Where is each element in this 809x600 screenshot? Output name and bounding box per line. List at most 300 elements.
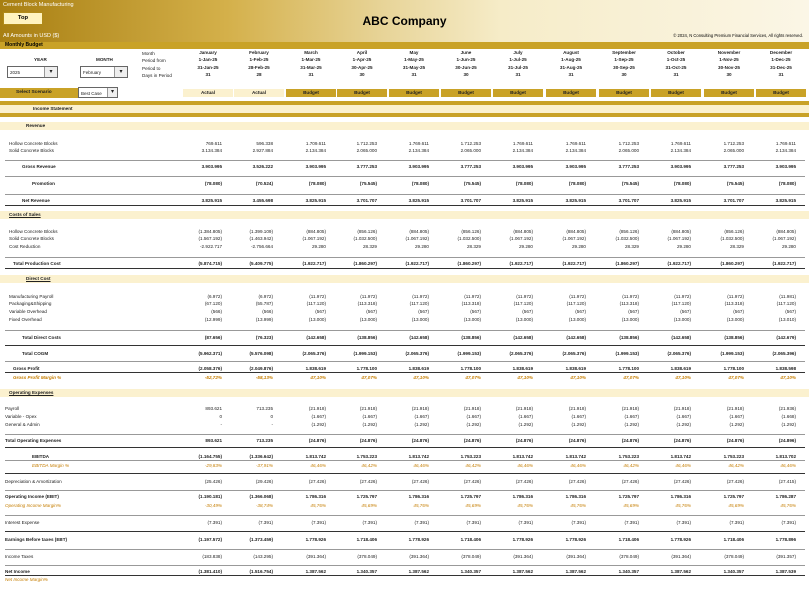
- month-header-days: 31: [515, 72, 521, 78]
- table-cell: (13.000): [411, 317, 429, 322]
- table-cell: 1.778.100: [460, 366, 481, 371]
- table-cell: 1.786.287: [775, 494, 796, 499]
- table-cell: (24.896): [778, 438, 796, 443]
- month-label: MONTH: [96, 57, 113, 62]
- chevron-down-icon[interactable]: ▾: [107, 88, 117, 97]
- table-cell: (1.999.153): [353, 351, 377, 356]
- row-divider: [5, 257, 805, 258]
- month-header-days: 28: [256, 72, 262, 78]
- month-header-from: 1-Jul-25: [509, 57, 527, 63]
- table-cell: 2.134.384: [565, 148, 586, 153]
- table-cell: 3.701.707: [460, 198, 481, 203]
- month-header-from: 1-Apr-25: [352, 57, 372, 63]
- table-cell: 1.725.797: [618, 494, 639, 499]
- table-cell: (13.000): [621, 317, 639, 322]
- header-period-from-label: Period from: [142, 58, 166, 64]
- table-cell: (27.426): [308, 479, 326, 484]
- top-button[interactable]: Top: [3, 12, 43, 25]
- table-cell: 596.338: [256, 141, 273, 146]
- table-cell: 29.280: [311, 244, 326, 249]
- currency-label: All Amounts in USD ($): [3, 33, 60, 39]
- revenue-band: [0, 122, 809, 130]
- table-cell: (13.000): [308, 317, 326, 322]
- direct-cost-title: Direct Cost: [26, 276, 51, 281]
- income-statement-title: Income Statement: [33, 106, 73, 111]
- table-cell: (884.805): [776, 229, 796, 234]
- table-cell: 1.712.253: [356, 141, 377, 146]
- table-cell: 47,10%: [413, 375, 429, 380]
- table-cell: (856.126): [724, 229, 744, 234]
- table-cell: 45,76%: [780, 503, 796, 508]
- row-label: Solid Concrete Blocks: [9, 236, 54, 241]
- year-select[interactable]: [7, 66, 58, 78]
- table-cell: 45,69%: [465, 503, 481, 508]
- table-cell: 1.340.357: [723, 569, 744, 574]
- table-cell: 3.825.915: [512, 198, 533, 203]
- row-divider: [5, 549, 805, 550]
- table-cell: (856.126): [357, 229, 377, 234]
- table-cell: 1.725.797: [356, 494, 377, 499]
- table-cell: (78.080): [515, 181, 533, 186]
- table-cell: (1.667): [362, 414, 377, 419]
- table-cell: (856.126): [619, 229, 639, 234]
- table-cell: 46,46%: [570, 463, 586, 468]
- table-cell: 1.753.223: [618, 454, 639, 459]
- month-header-name: March: [304, 50, 318, 55]
- table-cell: (78.080): [568, 181, 586, 186]
- table-cell: 3.825.915: [670, 198, 691, 203]
- table-cell: 713.235: [256, 406, 273, 411]
- income-statement-band: [0, 105, 809, 113]
- table-cell: 2.134.384: [775, 148, 796, 153]
- table-cell: 3.903.995: [775, 164, 796, 169]
- row-label: Total COGM: [22, 351, 49, 356]
- header-period-to-label: Period to: [142, 65, 161, 71]
- table-cell: (13.000): [463, 317, 481, 322]
- table-cell: 3.777.253: [356, 164, 377, 169]
- table-cell: (142.679): [776, 335, 796, 340]
- table-cell: 2.065.000: [356, 148, 377, 153]
- table-cell: (5.576.098): [249, 351, 273, 356]
- table-cell: 46,42%: [623, 463, 639, 468]
- table-cell: 3.903.995: [408, 164, 429, 169]
- month-header-days: 31: [411, 72, 417, 78]
- costs-of-sales-band: [0, 211, 809, 219]
- table-cell: (7.391): [571, 520, 586, 525]
- table-cell: (11.972): [727, 294, 744, 299]
- table-cell: (5.962.371): [198, 351, 222, 356]
- table-cell: 1.786.316: [408, 494, 429, 499]
- chevron-down-icon[interactable]: ▾: [114, 67, 127, 77]
- table-cell: (7.391): [624, 520, 639, 525]
- table-cell: (391.364): [409, 554, 429, 559]
- table-cell: (2.065.376): [667, 351, 691, 356]
- table-cell: 1.769.611: [408, 141, 429, 146]
- table-cell: (391.364): [513, 554, 533, 559]
- table-cell: 1.813.702: [775, 454, 796, 459]
- month-header-name: February: [249, 50, 269, 55]
- month-header-name: April: [356, 50, 368, 55]
- table-cell: (1.860.297): [615, 261, 639, 266]
- table-cell: 3.825.915: [408, 198, 429, 203]
- row-label: Income Taxes: [5, 554, 34, 559]
- month-header-from: 1-Jan-25: [198, 57, 218, 63]
- table-cell: 0: [219, 414, 222, 419]
- table-cell: (7.391): [729, 520, 744, 525]
- row-label: Total Operating Expenses: [5, 438, 62, 443]
- table-cell: (6.972): [258, 294, 273, 299]
- scenario-value: Best Case: [81, 91, 102, 96]
- table-cell: (856.126): [461, 229, 481, 234]
- table-cell: (1.667): [676, 414, 691, 419]
- table-cell: (5.874.715): [198, 261, 222, 266]
- month-header-to: 30-Sep-25: [613, 64, 635, 70]
- table-cell: 1.778.896: [775, 537, 796, 542]
- table-cell: (78.080): [411, 181, 429, 186]
- table-cell: (2.065.376): [405, 351, 429, 356]
- table-cell: 1.725.797: [460, 494, 481, 499]
- month-header-to: 31-Oct-25: [665, 64, 687, 70]
- table-cell: 2.134.384: [512, 148, 533, 153]
- table-cell: (21.918): [621, 406, 639, 411]
- table-cell: (1.567.192): [198, 236, 222, 241]
- table-cell: 1.838.619: [670, 366, 691, 371]
- table-cell: (1.999.153): [720, 351, 744, 356]
- table-cell: -2.756.664: [251, 244, 273, 249]
- table-cell: (117.120): [566, 301, 586, 306]
- table-cell: (1.860.297): [353, 261, 377, 266]
- table-cell: 1.813.742: [565, 454, 586, 459]
- table-cell: (13.000): [515, 317, 533, 322]
- table-cell: (1.399.109): [249, 229, 273, 234]
- table-cell: (567): [522, 309, 533, 314]
- table-cell: (142.658): [513, 335, 533, 340]
- row-label: Payroll: [5, 406, 20, 411]
- table-cell: 3.777.253: [460, 164, 481, 169]
- month-header-from: 1-Mar-25: [301, 57, 321, 63]
- row-divider: [5, 531, 805, 532]
- table-cell: 1.769.611: [565, 141, 586, 146]
- table-cell: (11.972): [412, 294, 429, 299]
- table-cell: (7.391): [258, 520, 273, 525]
- table-cell: 1.838.619: [408, 366, 429, 371]
- table-cell: 2.065.000: [618, 148, 639, 153]
- header-days-label: Days in Period: [142, 73, 172, 79]
- table-cell: (11.972): [360, 294, 377, 299]
- table-cell: (183.838): [202, 554, 222, 559]
- table-cell: 1.340.357: [460, 569, 481, 574]
- table-cell: 3.903.995: [305, 164, 326, 169]
- table-cell: (567): [680, 309, 691, 314]
- table-cell: (2.058.376): [198, 366, 222, 371]
- table-cell: 28.329: [729, 244, 744, 249]
- scenario-select[interactable]: [78, 87, 118, 98]
- table-cell: 1.387.562: [670, 569, 691, 574]
- scenario-type-cell: Budget: [389, 89, 439, 97]
- table-cell: (27.426): [726, 479, 744, 484]
- table-cell: 1.709.611: [305, 141, 326, 146]
- table-cell: (142.658): [671, 335, 691, 340]
- month-header-days: 31: [308, 72, 314, 78]
- table-cell: (378.049): [461, 554, 481, 559]
- table-cell: 29.280: [518, 244, 533, 249]
- table-cell: (11.972): [674, 294, 691, 299]
- table-cell: 29.280: [414, 244, 429, 249]
- row-divider: [5, 194, 805, 195]
- table-cell: (78.080): [308, 181, 326, 186]
- table-cell: 1.725.797: [723, 494, 744, 499]
- table-cell: 1.769.611: [512, 141, 533, 146]
- month-header-days: 31: [778, 72, 784, 78]
- year-value: 2025: [10, 70, 21, 75]
- table-cell: (27.426): [463, 479, 481, 484]
- table-cell: 28.329: [362, 244, 377, 249]
- table-cell: 29.280: [781, 244, 796, 249]
- table-cell: (7.391): [518, 520, 533, 525]
- table-cell: (113.318): [619, 301, 639, 306]
- table-cell: 1.786.316: [305, 494, 326, 499]
- table-cell: (1.922.717): [772, 261, 796, 266]
- table-cell: (391.357): [776, 554, 796, 559]
- table-cell: (1.292): [362, 422, 377, 427]
- table-cell: -: [271, 422, 273, 427]
- table-cell: 3.777.253: [618, 164, 639, 169]
- table-cell: (27.426): [568, 479, 586, 484]
- operating-expenses-title: Operating Expenses: [9, 390, 54, 395]
- table-cell: 45,76%: [570, 503, 586, 508]
- table-cell: (7.391): [362, 520, 377, 525]
- table-cell: (1.463.942): [249, 236, 273, 241]
- table-cell: -58,13%: [255, 375, 273, 380]
- table-cell: (25.426): [204, 479, 222, 484]
- table-cell: 45,69%: [728, 503, 744, 508]
- table-cell: (24.876): [308, 438, 326, 443]
- scenario-type-cell: Budget: [546, 89, 596, 97]
- table-cell: (27.415): [778, 479, 796, 484]
- table-cell: (5.409.775): [249, 261, 273, 266]
- table-cell: 1.718.406: [723, 537, 744, 542]
- table-cell: (1.667): [311, 414, 326, 419]
- month-header-from: 1-May-25: [404, 57, 424, 63]
- scenario-type-cell: Budget: [286, 89, 336, 97]
- table-cell: (7.391): [466, 520, 481, 525]
- row-label: Solid Concrete Blocks: [9, 148, 54, 153]
- table-cell: 47,07%: [728, 375, 744, 380]
- table-cell: -: [220, 422, 222, 427]
- table-cell: (1.922.717): [509, 261, 533, 266]
- table-cell: -38,74%: [255, 503, 273, 508]
- table-cell: 47,07%: [465, 375, 481, 380]
- month-header-from: 1-Nov-25: [719, 57, 739, 63]
- table-cell: -29,83%: [204, 463, 222, 468]
- company-name: ABC Company: [362, 14, 447, 28]
- table-cell: (566): [211, 309, 222, 314]
- row-label: Variable Overhead: [9, 309, 47, 314]
- row-divider: [5, 460, 805, 461]
- table-cell: (76.323): [255, 335, 273, 340]
- row-divider: [5, 361, 805, 362]
- table-cell: (11.972): [309, 294, 326, 299]
- table-cell: 893.621: [205, 406, 222, 411]
- table-cell: 29.280: [571, 244, 586, 249]
- table-cell: (1.292): [311, 422, 326, 427]
- table-cell: 713.235: [256, 438, 273, 443]
- table-cell: 769.611: [205, 141, 222, 146]
- row-label: Earnings Before taxes (EBT): [5, 537, 68, 542]
- table-cell: (24.876): [673, 438, 691, 443]
- table-cell: 1.387.562: [512, 569, 533, 574]
- table-cell: (2.065.376): [562, 351, 586, 356]
- table-cell: (78.080): [778, 181, 796, 186]
- table-cell: (1.292): [414, 422, 429, 427]
- table-cell: -52,72%: [204, 375, 222, 380]
- table-cell: (1.336.642): [249, 454, 273, 459]
- chevron-down-icon[interactable]: ▾: [44, 67, 57, 77]
- table-cell: 3.701.707: [723, 198, 744, 203]
- table-cell: 47,10%: [310, 375, 326, 380]
- table-cell: (142.658): [566, 335, 586, 340]
- table-cell: 45,76%: [310, 503, 326, 508]
- table-cell: (11.972): [622, 294, 639, 299]
- table-cell: (117.120): [306, 301, 326, 306]
- table-cell: 1.769.611: [775, 141, 796, 146]
- table-cell: (1.190.181): [198, 494, 222, 499]
- month-header-name: December: [769, 50, 793, 55]
- month-header-from: 1-Dec-25: [771, 57, 791, 63]
- table-cell: (24.876): [411, 438, 429, 443]
- table-cell: 1.838.598: [775, 366, 796, 371]
- table-cell: 2.927.884: [252, 148, 273, 153]
- row-divider: [5, 565, 805, 566]
- month-header-days: 30: [621, 72, 627, 78]
- month-header-days: 31: [673, 72, 679, 78]
- table-cell: 46,42%: [728, 463, 744, 468]
- row-label: Operating Income (EBIT): [5, 494, 59, 499]
- table-cell: (884.805): [566, 229, 586, 234]
- row-divider: [5, 176, 805, 177]
- table-cell: (1.667): [571, 414, 586, 419]
- table-cell: (1.067.192): [667, 236, 691, 241]
- row-label: EBITDA Margin %: [32, 463, 70, 468]
- table-cell: (13.999): [255, 317, 273, 322]
- table-cell: (2.049.876): [249, 366, 273, 371]
- table-cell: (567): [733, 309, 744, 314]
- month-header-from: 1-Feb-25: [249, 57, 269, 63]
- row-label: Gross Profit: [13, 366, 40, 371]
- row-divider: [5, 515, 805, 516]
- row-label: General & Admin: [5, 422, 40, 427]
- table-cell: (117.120): [776, 301, 796, 306]
- table-cell: (1.999.153): [457, 351, 481, 356]
- table-cell: 46,46%: [517, 463, 533, 468]
- table-cell: (1.164.755): [198, 454, 222, 459]
- table-cell: -37,91%: [255, 463, 273, 468]
- table-cell: 1.813.742: [670, 454, 691, 459]
- month-select[interactable]: [80, 66, 128, 78]
- table-cell: (11.972): [516, 294, 533, 299]
- table-cell: (391.364): [566, 554, 586, 559]
- table-cell: (21.918): [673, 406, 691, 411]
- month-header-from: 1-Sep-25: [614, 57, 634, 63]
- table-cell: 0: [270, 414, 273, 419]
- table-cell: (391.364): [306, 554, 326, 559]
- table-cell: (1.032.500): [353, 236, 377, 241]
- table-cell: (11.972): [569, 294, 586, 299]
- table-cell: (11.972): [464, 294, 481, 299]
- table-cell: (70.524): [255, 181, 273, 186]
- row-label: Variable - Opex: [5, 414, 37, 419]
- table-cell: 1.387.562: [305, 569, 326, 574]
- table-cell: (2.065.396): [772, 351, 796, 356]
- row-label: Total Direct Costs: [22, 335, 61, 340]
- table-cell: (113.318): [357, 301, 377, 306]
- table-cell: (1.032.500): [720, 236, 744, 241]
- month-header-to: 30-Jun-25: [455, 64, 477, 70]
- table-cell: 1.813.742: [408, 454, 429, 459]
- row-divider: [5, 473, 805, 474]
- table-cell: (1.667): [518, 414, 533, 419]
- table-cell: (1.381.410): [198, 569, 222, 574]
- month-header-to: 28-Feb-25: [248, 64, 270, 70]
- row-divider: [5, 575, 805, 576]
- month-header-to: 31-May-25: [402, 64, 426, 70]
- table-cell: (24.876): [621, 438, 639, 443]
- table-cell: (13.000): [359, 317, 377, 322]
- table-cell: (2.065.376): [302, 351, 326, 356]
- table-cell: (1.999.153): [615, 351, 639, 356]
- table-cell: (1.292): [729, 422, 744, 427]
- month-header-name: November: [717, 50, 741, 55]
- month-header-days: 31: [205, 72, 211, 78]
- table-cell: 47,10%: [517, 375, 533, 380]
- table-cell: 1.838.619: [512, 366, 533, 371]
- table-cell: (24.876): [568, 438, 586, 443]
- table-cell: 1.753.223: [460, 454, 481, 459]
- table-cell: (378.049): [619, 554, 639, 559]
- row-divider: [5, 345, 805, 346]
- table-cell: (7.391): [207, 520, 222, 525]
- row-divider: [5, 490, 805, 491]
- table-cell: (1.373.459): [249, 537, 273, 542]
- table-cell: (21.918): [359, 406, 377, 411]
- month-header-name: October: [667, 50, 685, 55]
- row-label: Total Production Cost: [13, 261, 61, 266]
- table-cell: 1.712.253: [723, 141, 744, 146]
- row-divider: [5, 372, 805, 373]
- table-cell: (113.318): [724, 301, 744, 306]
- table-cell: (1.667): [414, 414, 429, 419]
- table-cell: (567): [366, 309, 377, 314]
- month-header-to: 31-Aug-25: [559, 64, 583, 70]
- table-cell: (1.292): [571, 422, 586, 427]
- table-cell: (21.936): [778, 406, 796, 411]
- table-cell: (6.972): [207, 294, 222, 299]
- table-cell: (884.805): [513, 229, 533, 234]
- table-cell: (24.876): [515, 438, 533, 443]
- table-cell: (1.067.192): [562, 236, 586, 241]
- table-cell: (138.856): [724, 335, 744, 340]
- header-banner: [0, 0, 809, 42]
- table-cell: (143.295): [253, 554, 273, 559]
- month-header-to: 30-Nov-25: [718, 64, 740, 70]
- table-cell: (1.860.297): [720, 261, 744, 266]
- table-cell: (567): [418, 309, 429, 314]
- table-cell: (78.080): [673, 181, 691, 186]
- scenario-type-cell: Budget: [337, 89, 387, 97]
- table-cell: 45,76%: [413, 503, 429, 508]
- table-cell: 1.718.406: [460, 537, 481, 542]
- costs-of-sales-title: Costs of Sales: [9, 212, 41, 217]
